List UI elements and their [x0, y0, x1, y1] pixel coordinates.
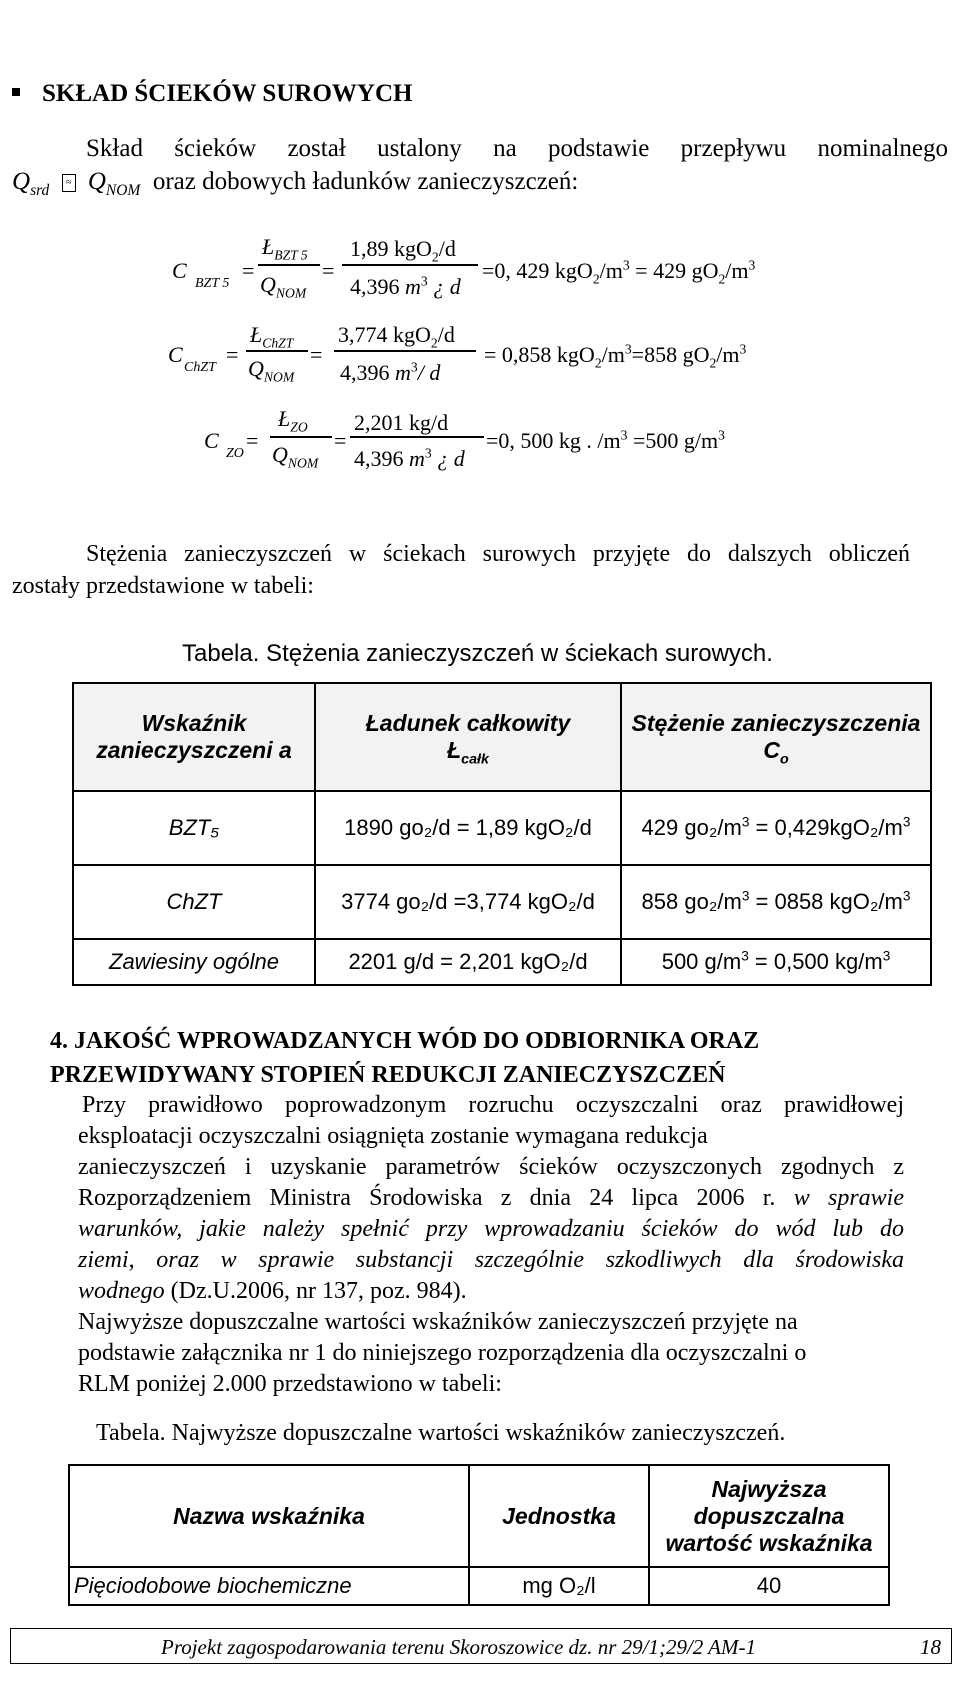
para1-line-1: Stężenia zanieczyszczeń w ściekach surowych przyjęte do dalszych obliczeń: [86, 541, 910, 567]
table-row: BZT₅ 1890 go₂/d = 1,89 kgO₂/d 429 go₂/$m^3 = 0,429kgO_2/m^3$: [73, 791, 931, 865]
max-values-table: [68, 1464, 890, 1606]
header-concentration: Stężenie zanieczyszczenia $C_o$: [621, 683, 931, 791]
table-row: Zawiesiny ogólne 2201 g/d = 2,201 kgO₂/d 500 $g/m^3 = 0,500$ $kg/m^3$: [73, 939, 931, 985]
header-max-value: Najwyższa dopuszczalna wartość wskaźnika: [649, 1465, 889, 1567]
header-name: Nazwa wskaźnika: [69, 1465, 469, 1567]
table-header-row: [73, 683, 931, 791]
intro-line-1: Skład ścieków został ustalony na podstawie przepływu nominalnego: [86, 135, 948, 162]
table1-caption: Tabela. Stężenia zanieczyszczeń w ściekach surowych.: [182, 640, 773, 667]
section-heading: SKŁAD ŚCIEKÓW SUROWYCH: [12, 80, 412, 108]
approx-icon: ≈: [62, 174, 76, 192]
bullet-icon: [12, 88, 20, 96]
table-row: Pięciodobowe biochemiczne mg O₂/l 40: [69, 1567, 889, 1605]
concentrations-table: [72, 682, 932, 986]
header-unit: Jednostka: [469, 1465, 649, 1567]
para2: Przy prawidłowo poprowadzonym rozruchu oczyszczalni oraz prawidłowej eksploatacji oczyszczalni osiągnięta zostanie wymagana redukcja zanieczyszczeń i uzyskanie parametrów ścieków oczyszczonych zgodnych z Rozporządzeniem Ministra Środowiska z dnia 24 lipca 2006 r. w sprawie warunków, jakie należy spełnić przy wprowadzaniu ścieków do wód lub do ziemi, oraz w sprawie substancji szczególnie szkodliwych dla środowiska wodnego (Dz.U.2006, nr 137, poz. 984). Najwyższe dopuszczalne wartości wskaźników zanieczyszczeń przyjęte na podstawie załącznika nr 1 do niniejszego rozporządzenia dla oczyszczalni o RLM poniżej 2.000 przedstawiono w tabeli:: [78, 1092, 904, 1397]
table2-caption: Tabela. Najwyższe dopuszczalne wartości wskaźników zanieczyszczeń.: [96, 1420, 786, 1446]
intro-line-2: $Q_{srd} \approx Q_{NOM}$ oraz dobowych ładunków zanieczyszczeń:: [12, 168, 579, 199]
table-header-row: [69, 1465, 889, 1567]
footer-text: Projekt zagospodarowania terenu Skoroszowice dz. nr 29/1;29/2 AM-1: [161, 1635, 756, 1659]
header-load: Ładunek całkowity $Ł_{całk}$: [315, 683, 621, 791]
para1-line-2: zostały przedstawione w tabeli:: [12, 573, 314, 599]
table-row: ChZT 3774 go₂/d =3,774 kgO₂/d 858 go₂/$m^3 = 0858$ kgO₂/$m^3$: [73, 865, 931, 939]
page-number: 18: [920, 1635, 941, 1659]
section4-heading: 4. JAKOŚĆ WPROWADZANYCH WÓD DO ODBIORNIKA ORAZ PRZEWIDYWANY STOPIEŃ REDUKCJI ZANIECZYSZCZEŃ: [50, 1028, 760, 1088]
header-indicator: Wskaźnik zanieczyszczeni a: [73, 683, 315, 791]
page-footer: [10, 1628, 952, 1664]
